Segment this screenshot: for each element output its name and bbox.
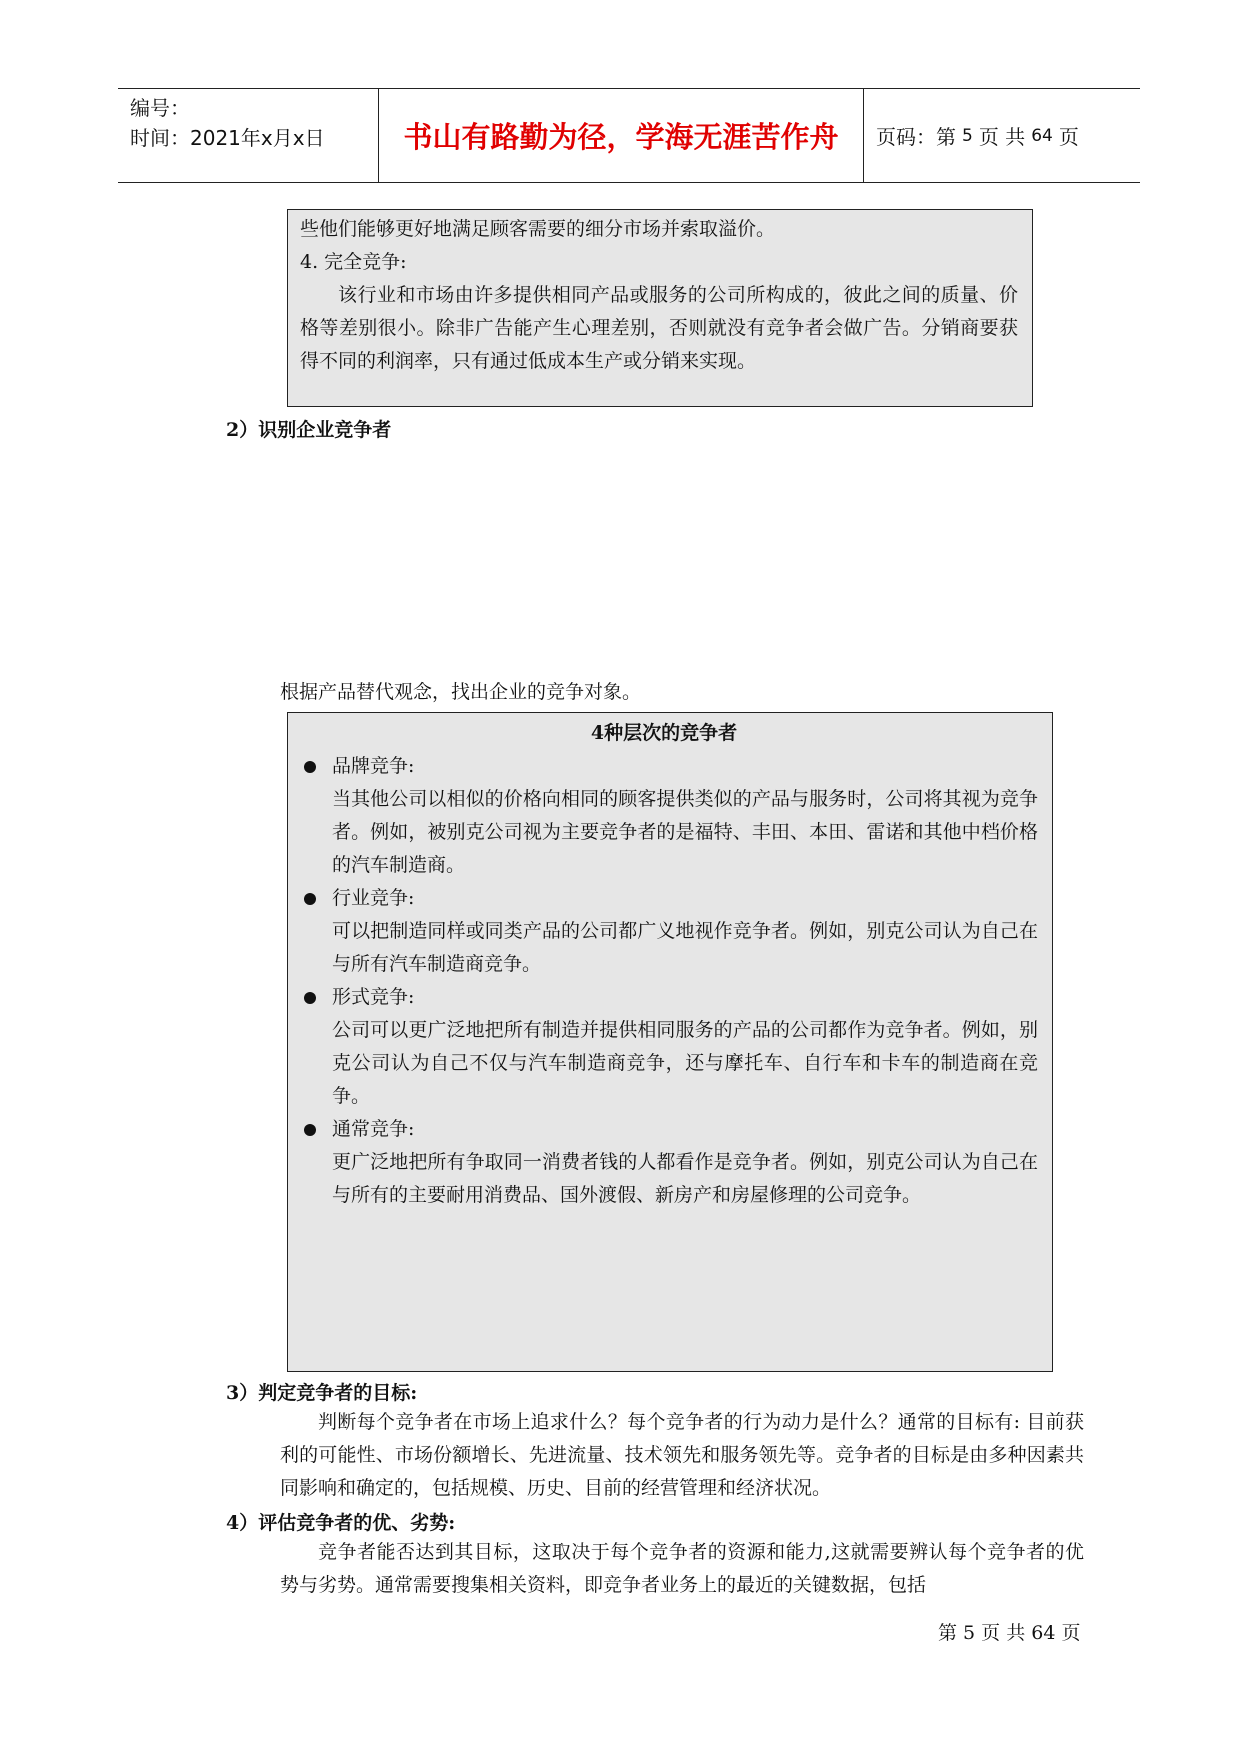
page-header <box>118 88 1140 183</box>
bullet-text: 可以把制造同样或同类产品的公司都广义地视作竞争者。例如，别克公司认为自己在与所有汽车制造商竞争。 <box>332 920 1038 975</box>
bullet-item-brand <box>290 750 1038 783</box>
bullet-label: 通常竞争: <box>332 1118 415 1140</box>
header-left <box>130 93 325 153</box>
bullet-text: 公司可以更广泛地把所有制造并提供相同服务的产品的公司都作为竞争者。例如，别克公司认为自己不仅与汽车制造商竞争，还与摩托车、自行车和卡车的制造商在竞争。 <box>332 1019 1038 1107</box>
market-structure-box <box>287 209 1033 407</box>
section2-heading: 2）识别企业竞争者 <box>226 419 392 441</box>
section2-intro: 根据产品替代观念，找出企业的竞争对象。 <box>280 681 642 703</box>
box2-title: 4种层次的竞争者 <box>590 722 738 744</box>
section3-paragraph: 判断每个竞争者在市场上追求什么？每个竞争者的行为动力是什么？通常的目标有: 目前获利的可能性、市场份额增长、先进流量、技术领先和服务领先等。竞争者的目标是由多种因素共同影响和确定的，包括规模、历史、目前的经营管理和经济状况。 <box>280 1411 1084 1499</box>
box1-item-title: 4. 完全竞争: <box>300 251 407 273</box>
competitor-levels-box <box>287 712 1053 1372</box>
time-label: 时间：2021年x月x日 <box>130 126 325 150</box>
bullet-icon <box>304 761 316 773</box>
bullet-text: 更广泛地把所有争取同一消费者钱的人都看作是竞争者。例如，别克公司认为自己在与所有的主要耐用消费品、国外渡假、新房产和房屋修理的公司竞争。 <box>332 1151 1038 1206</box>
page-suffix: 页 <box>1058 125 1079 149</box>
bullet-icon <box>304 893 316 905</box>
page-footer: 第 5 页 共 64 页 <box>938 1622 1081 1644</box>
bullet-item-industry <box>290 882 1038 915</box>
page-prefix: 页码：第 <box>876 125 956 149</box>
section4-paragraph: 竞争者能否达到其目标，这取决于每个竞争者的资源和能力,这就需要辨认每个竞争者的优势与劣势。通常需要搜集相关资料，即竞争者业务上的最近的关键数据，包括 <box>280 1541 1084 1596</box>
box1-paragraph: 该行业和市场由许多提供相同产品或服务的公司所构成的，彼此之间的质量、价格等差别很小。除非广告能产生心理差别，否则就没有竞争者会做广告。分销商要获得不同的利润率，只有通过低成本生产或分销来实现。 <box>300 284 1018 372</box>
bullet-label: 行业竞争: <box>332 887 415 909</box>
number-label: 编号： <box>130 96 190 120</box>
bullet-label: 品牌竞争: <box>332 755 415 777</box>
bullet-item-form <box>290 981 1038 1014</box>
bullet-item-generic <box>290 1113 1038 1146</box>
bullet-label: 形式竞争: <box>332 986 415 1008</box>
bullet-icon <box>304 1124 316 1136</box>
page-total: 64 <box>1031 125 1053 146</box>
header-page-info <box>876 89 1079 182</box>
page-number: 5 <box>962 125 973 146</box>
section3-heading: 3）判定竞争者的目标: <box>226 1382 418 1404</box>
bullet-icon <box>304 992 316 1004</box>
header-motto: 书山有路勤为径，学海无涯苦作舟 <box>378 89 864 182</box>
section4-heading: 4）评估竞争者的优、劣势: <box>226 1512 456 1534</box>
page-mid: 页 共 <box>978 125 1026 149</box>
box1-line1: 些他们能够更好地满足顾客需要的细分市场并索取溢价。 <box>300 218 776 240</box>
bullet-text: 当其他公司以相似的价格向相同的顾客提供类似的产品与服务时，公司将其视为竞争者。例如，被别克公司视为主要竞争者的是福特、丰田、本田、雷诺和其他中档价格的汽车制造商。 <box>332 788 1038 876</box>
